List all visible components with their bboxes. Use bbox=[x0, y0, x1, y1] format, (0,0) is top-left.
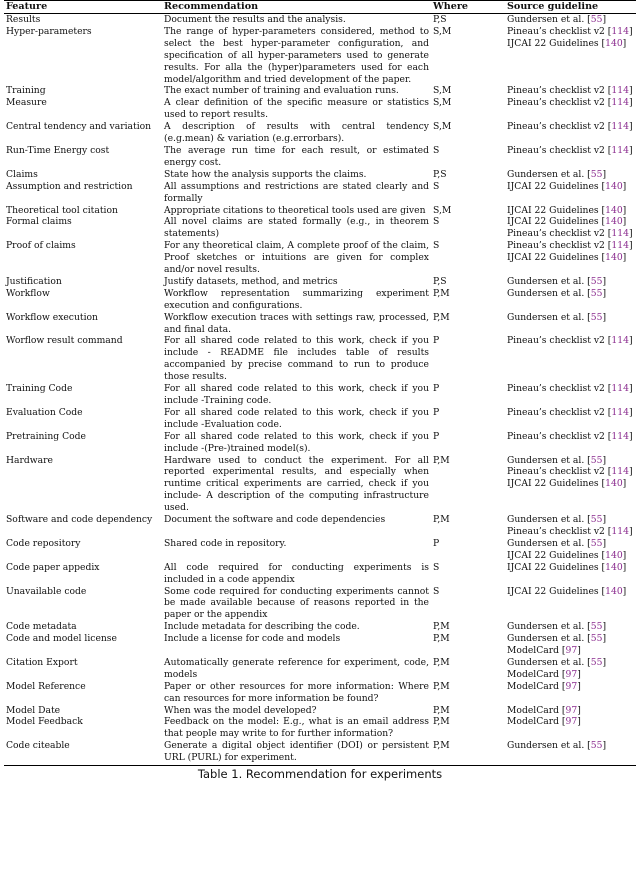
recommendation-cell: A clear definition of the specific measure or statistics used to report results. bbox=[164, 97, 429, 121]
source-name: Gundersen et al. bbox=[507, 168, 585, 180]
source-name: ModelCard bbox=[507, 716, 559, 728]
source-entry: IJCAI 22 Guidelines [140] bbox=[507, 37, 627, 49]
recommendation-cell: Workflow execution traces with settings raw, processed, and final data. bbox=[164, 311, 429, 335]
source-entry: Pineau’s checklist v2 [114] bbox=[507, 466, 633, 478]
source-name: Pineau’s checklist v2 bbox=[507, 25, 605, 37]
source-entry: Pineau’s checklist v2 [114] bbox=[507, 406, 633, 418]
recommendation-cell: When was the model developed? bbox=[164, 704, 317, 716]
recommendation-cell: Some code required for conducting experiments cannot be made available because of reasons reported in the paper or the appendix bbox=[164, 585, 429, 621]
feature-cell: Justification bbox=[6, 275, 62, 287]
table-row bbox=[4, 121, 636, 145]
source-entry: ModelCard [97] bbox=[507, 668, 581, 680]
citation-link[interactable]: 140 bbox=[605, 216, 623, 228]
where-cell: P,M bbox=[433, 740, 450, 752]
feature-cell: Hardware bbox=[6, 454, 53, 466]
table-caption: Table 1. Recommendation for experiments bbox=[197, 767, 443, 781]
source-name: Pineau’s checklist v2 bbox=[507, 406, 605, 418]
source-entry: Pineau’s checklist v2 [114] bbox=[507, 525, 633, 537]
source-name: ModelCard bbox=[507, 645, 559, 657]
source-entry: Gundersen et al. [55] bbox=[507, 168, 607, 180]
source-name: Gundersen et al. bbox=[507, 275, 585, 287]
citation-link[interactable]: 140 bbox=[605, 37, 623, 49]
source-cell bbox=[505, 633, 636, 657]
citation-link[interactable]: 114 bbox=[611, 25, 629, 37]
recommendation-cell: State how the analysis supports the claims. bbox=[164, 168, 367, 180]
table-row bbox=[4, 621, 636, 633]
recommendation-cell: Automatically generate reference for experiment, code, models bbox=[164, 656, 429, 680]
table-row bbox=[4, 514, 636, 538]
source-name: IJCAI 22 Guidelines bbox=[507, 561, 599, 573]
source-entry: Gundersen et al. [55] bbox=[507, 14, 607, 25]
recommendation-cell: Generate a digital object identifier (DOI) or persistent URL (PURL) for experiment. bbox=[164, 740, 429, 764]
recommendation-cell: For all shared code related to this work, check if you include -Training code. bbox=[164, 383, 429, 406]
citation-link[interactable]: 114 bbox=[611, 335, 629, 347]
feature-cell: Code citeable bbox=[6, 740, 70, 752]
table-row bbox=[4, 586, 636, 622]
source-cell bbox=[505, 740, 636, 764]
where-cell: P bbox=[433, 383, 440, 395]
source-entry: IJCAI 22 Guidelines [140] bbox=[507, 585, 627, 597]
source-name: Gundersen et al. bbox=[507, 621, 585, 633]
source-cell bbox=[505, 312, 636, 336]
feature-cell: Training bbox=[6, 85, 46, 97]
source-cell bbox=[505, 657, 636, 681]
citation-link[interactable]: 55 bbox=[590, 454, 603, 466]
citation-link[interactable]: 140 bbox=[605, 252, 623, 264]
recommendation-cell: Document the results and the analysis. bbox=[164, 14, 346, 25]
recommendation-cell: Paper or other resources for more information: Where can resources for more information be found? bbox=[164, 680, 429, 704]
recommendation-cell: Justify datasets, method, and metrics bbox=[164, 275, 338, 287]
source-name: Pineau’s checklist v2 bbox=[507, 430, 605, 442]
source-cell bbox=[505, 716, 636, 740]
feature-cell: Formal claims bbox=[6, 216, 72, 228]
feature-cell: Evaluation Code bbox=[6, 406, 83, 418]
table-row bbox=[4, 240, 636, 276]
source-cell bbox=[505, 621, 636, 633]
table-row bbox=[4, 85, 636, 97]
table-row bbox=[4, 455, 636, 515]
recommendation-cell: Appropriate citations to theoretical tools used are given bbox=[164, 204, 426, 216]
source-name: Pineau’s checklist v2 bbox=[507, 466, 605, 478]
table-row bbox=[4, 407, 636, 431]
source-name: ModelCard bbox=[507, 704, 559, 716]
feature-cell: Assumption and restriction bbox=[6, 180, 133, 192]
source-entry: Gundersen et al. [55] bbox=[507, 633, 607, 645]
source-cell bbox=[505, 26, 636, 86]
citation-link[interactable]: 55 bbox=[590, 14, 603, 25]
source-entry: IJCAI 22 Guidelines [140] bbox=[507, 252, 627, 264]
where-cell: S,M bbox=[433, 121, 452, 133]
source-cell bbox=[505, 205, 636, 217]
source-entry: Pineau’s checklist v2 [114] bbox=[507, 430, 633, 442]
citation-link[interactable]: 140 bbox=[605, 204, 623, 216]
source-name: Gundersen et al. bbox=[507, 287, 585, 299]
source-name: Gundersen et al. bbox=[507, 740, 585, 752]
source-entry: Gundersen et al. [55] bbox=[507, 740, 607, 752]
citation-link[interactable]: 55 bbox=[590, 656, 603, 668]
source-entry: ModelCard [97] bbox=[507, 704, 581, 716]
where-cell: P bbox=[433, 537, 440, 549]
citation-link[interactable]: 55 bbox=[590, 275, 603, 287]
feature-cell: Workflow execution bbox=[6, 311, 98, 323]
source-cell bbox=[505, 169, 636, 181]
citation-link[interactable]: 55 bbox=[590, 514, 603, 526]
source-cell bbox=[505, 216, 636, 240]
table-header-row bbox=[4, 1, 636, 14]
where-cell: S bbox=[433, 180, 440, 192]
table-row bbox=[4, 181, 636, 205]
source-name: Gundersen et al. bbox=[507, 514, 585, 526]
where-cell: S,M bbox=[433, 97, 452, 109]
where-cell: P,M bbox=[433, 656, 450, 668]
recommendation-cell: Shared code in repository. bbox=[164, 537, 287, 549]
feature-cell: Model Feedback bbox=[6, 716, 83, 728]
feature-cell: Model Date bbox=[6, 704, 61, 716]
source-entry: Gundersen et al. [55] bbox=[507, 514, 607, 526]
source-entry: Gundersen et al. [55] bbox=[507, 656, 607, 668]
source-entry: Gundersen et al. [55] bbox=[507, 454, 607, 466]
source-cell bbox=[505, 85, 636, 97]
source-cell bbox=[505, 431, 636, 455]
feature-cell: Run-Time Energy cost bbox=[6, 144, 110, 156]
where-cell: S,M bbox=[433, 204, 452, 216]
where-cell: S,M bbox=[433, 85, 452, 97]
source-cell bbox=[505, 335, 636, 383]
feature-cell: Code paper appedix bbox=[6, 561, 100, 573]
source-entry: Gundersen et al. [55] bbox=[507, 621, 607, 633]
table-row bbox=[4, 216, 636, 240]
source-entry: Gundersen et al. [55] bbox=[507, 311, 607, 323]
source-entry: Pineau’s checklist v2 [114] bbox=[507, 335, 633, 347]
where-cell: P,S bbox=[433, 275, 447, 287]
citation-link[interactable]: 97 bbox=[565, 668, 578, 680]
citation-link[interactable]: 97 bbox=[565, 680, 578, 692]
where-cell: P bbox=[433, 430, 440, 442]
source-name: IJCAI 22 Guidelines bbox=[507, 585, 599, 597]
recommendation-cell: All assumptions and restrictions are stated clearly and formally bbox=[164, 180, 429, 204]
table-row bbox=[4, 276, 636, 288]
feature-cell: Training Code bbox=[6, 383, 73, 395]
source-name: Pineau’s checklist v2 bbox=[507, 335, 605, 347]
recommendation-cell: All code required for conducting experiments is included in a code appendix bbox=[164, 561, 429, 585]
where-cell: P,M bbox=[433, 287, 450, 299]
source-cell bbox=[505, 288, 636, 312]
citation-link[interactable]: 114 bbox=[611, 97, 629, 109]
recommendation-cell: Include a license for code and models bbox=[164, 633, 341, 645]
where-cell: P,M bbox=[433, 680, 450, 692]
source-entry: Pineau’s checklist v2 [114] bbox=[507, 383, 633, 395]
table-row bbox=[4, 383, 636, 407]
source-cell bbox=[505, 383, 636, 407]
source-name: Gundersen et al. bbox=[507, 633, 585, 645]
source-entry: IJCAI 22 Guidelines [140] bbox=[507, 180, 627, 192]
source-name: IJCAI 22 Guidelines bbox=[507, 204, 599, 216]
source-name: IJCAI 22 Guidelines bbox=[507, 180, 599, 192]
source-cell bbox=[505, 240, 636, 276]
table-row bbox=[4, 633, 636, 657]
header-where: Where bbox=[431, 1, 505, 14]
where-cell: P,M bbox=[433, 716, 450, 728]
source-name: Gundersen et al. bbox=[507, 14, 585, 25]
source-cell bbox=[505, 121, 636, 145]
source-name: Gundersen et al. bbox=[507, 311, 585, 323]
table-row bbox=[4, 740, 636, 764]
table-row bbox=[4, 169, 636, 181]
source-entry: Pineau’s checklist v2 [114] bbox=[507, 85, 633, 97]
source-name: Gundersen et al. bbox=[507, 537, 585, 549]
recommendation-cell: All novel claims are stated formally (e.g., in theorem statements) bbox=[164, 216, 429, 240]
source-cell bbox=[505, 514, 636, 538]
source-name: IJCAI 22 Guidelines bbox=[507, 216, 599, 228]
feature-cell: Code and model license bbox=[6, 633, 117, 645]
source-cell bbox=[505, 681, 636, 705]
citation-link[interactable]: 140 bbox=[605, 478, 623, 490]
source-name: IJCAI 22 Guidelines bbox=[507, 252, 599, 264]
table-row bbox=[4, 562, 636, 586]
source-cell bbox=[505, 276, 636, 288]
where-cell: P,M bbox=[433, 633, 450, 645]
table-row bbox=[4, 14, 636, 26]
source-name: Pineau’s checklist v2 bbox=[507, 383, 605, 395]
source-entry: IJCAI 22 Guidelines [140] bbox=[507, 204, 627, 216]
source-entry: IJCAI 22 Guidelines [140] bbox=[507, 561, 627, 573]
table-row bbox=[4, 335, 636, 383]
source-entry: Gundersen et al. [55] bbox=[507, 287, 607, 299]
citation-link[interactable]: 55 bbox=[590, 740, 603, 752]
feature-cell: Unavailable code bbox=[6, 585, 87, 597]
table-row bbox=[4, 657, 636, 681]
feature-cell: Hyper-parameters bbox=[6, 25, 92, 37]
source-cell bbox=[505, 586, 636, 622]
table-bottom-rule bbox=[4, 765, 636, 766]
recommendation-cell: For all shared code related to this work, check if you include -Evaluation code. bbox=[164, 406, 429, 430]
header-recommendation: Recommendation bbox=[162, 1, 431, 14]
citation-link[interactable]: 140 bbox=[605, 549, 623, 561]
recommendation-cell: A description of results with central tendency (e.g.mean) & variation (e.g.errorbars). bbox=[164, 121, 429, 145]
source-name: Gundersen et al. bbox=[507, 656, 585, 668]
table-row bbox=[4, 97, 636, 121]
source-cell bbox=[505, 705, 636, 717]
source-entry: ModelCard [97] bbox=[507, 716, 581, 728]
source-name: Gundersen et al. bbox=[507, 454, 585, 466]
header-feature: Feature bbox=[4, 1, 162, 14]
feature-cell: Model Reference bbox=[6, 680, 86, 692]
recommendation-cell: For all shared code related to this work, check if you include - README file includes table of results accompanied by precise command to run to produce those results. bbox=[164, 335, 429, 383]
feature-cell: Theoretical tool citation bbox=[6, 204, 118, 216]
citation-link[interactable]: 114 bbox=[611, 121, 629, 133]
source-cell bbox=[505, 97, 636, 121]
citation-link[interactable]: 114 bbox=[611, 240, 629, 252]
recommendation-cell: Include metadata for describing the code. bbox=[164, 621, 360, 633]
feature-cell: Code repository bbox=[6, 537, 81, 549]
recommendation-cell: Document the software and code dependencies bbox=[164, 514, 386, 526]
source-entry: IJCAI 22 Guidelines [140] bbox=[507, 478, 627, 490]
feature-cell: Code metadata bbox=[6, 621, 77, 633]
source-name: Pineau’s checklist v2 bbox=[507, 525, 605, 537]
citation-link[interactable]: 97 bbox=[565, 645, 578, 657]
table-row bbox=[4, 26, 636, 86]
feature-cell: Results bbox=[6, 14, 41, 25]
source-entry: ModelCard [97] bbox=[507, 680, 581, 692]
feature-cell: Workflow bbox=[6, 287, 50, 299]
source-cell bbox=[505, 145, 636, 169]
where-cell: P,M bbox=[433, 514, 450, 526]
citation-link[interactable]: 97 bbox=[565, 716, 578, 728]
citation-link[interactable]: 140 bbox=[605, 180, 623, 192]
where-cell: P bbox=[433, 335, 440, 347]
recommendation-cell: Feedback on the model: E.g., what is an email address that people may write to for further information? bbox=[164, 716, 429, 740]
table-row bbox=[4, 716, 636, 740]
recommendation-cell: The average run time for each result, or estimated energy cost. bbox=[164, 144, 429, 168]
table-body bbox=[4, 14, 636, 765]
source-name: IJCAI 22 Guidelines bbox=[507, 549, 599, 561]
feature-cell: Pretraining Code bbox=[6, 430, 86, 442]
source-cell bbox=[505, 538, 636, 562]
citation-link[interactable]: 55 bbox=[590, 311, 603, 323]
citation-link[interactable]: 114 bbox=[611, 383, 629, 395]
table-row bbox=[4, 681, 636, 705]
source-name: Pineau’s checklist v2 bbox=[507, 240, 605, 252]
source-entry: Pineau’s checklist v2 [114] bbox=[507, 144, 633, 156]
citation-link[interactable]: 114 bbox=[611, 85, 629, 97]
source-cell bbox=[505, 407, 636, 431]
where-cell: P,M bbox=[433, 704, 450, 716]
source-cell bbox=[505, 14, 636, 26]
source-name: Pineau’s checklist v2 bbox=[507, 121, 605, 133]
where-cell: P,S bbox=[433, 14, 447, 25]
recommendation-cell: The exact number of training and evaluation runs. bbox=[164, 85, 399, 97]
citation-link[interactable]: 140 bbox=[605, 585, 623, 597]
citation-link[interactable]: 114 bbox=[611, 430, 629, 442]
table-row bbox=[4, 145, 636, 169]
source-name: IJCAI 22 Guidelines bbox=[507, 37, 599, 49]
source-entry: Pineau’s checklist v2 [114] bbox=[507, 228, 633, 240]
where-cell: S bbox=[433, 240, 440, 252]
table-row bbox=[4, 431, 636, 455]
source-name: IJCAI 22 Guidelines bbox=[507, 478, 599, 490]
where-cell: P,M bbox=[433, 311, 450, 323]
source-name: Pineau’s checklist v2 bbox=[507, 97, 605, 109]
citation-link[interactable]: 140 bbox=[605, 561, 623, 573]
feature-cell: Proof of claims bbox=[6, 240, 76, 252]
where-cell: P,M bbox=[433, 621, 450, 633]
citation-link[interactable]: 55 bbox=[590, 621, 603, 633]
source-entry: Pineau’s checklist v2 [114] bbox=[507, 97, 633, 109]
feature-cell: Citation Export bbox=[6, 656, 78, 668]
source-entry: Pineau’s checklist v2 [114] bbox=[507, 25, 633, 37]
feature-cell: Worflow result command bbox=[6, 335, 123, 347]
source-entry: ModelCard [97] bbox=[507, 645, 581, 657]
citation-link[interactable]: 114 bbox=[611, 466, 629, 478]
source-name: ModelCard bbox=[507, 668, 559, 680]
where-cell: S bbox=[433, 585, 440, 597]
feature-cell: Software and code dependency bbox=[6, 514, 153, 526]
source-name: ModelCard bbox=[507, 680, 559, 692]
where-cell: S bbox=[433, 561, 440, 573]
source-entry: Pineau’s checklist v2 [114] bbox=[507, 121, 633, 133]
feature-cell: Claims bbox=[6, 168, 38, 180]
where-cell: P,S bbox=[433, 168, 447, 180]
where-cell: S bbox=[433, 216, 440, 228]
citation-link[interactable]: 114 bbox=[611, 406, 629, 418]
recommendation-table bbox=[4, 0, 636, 764]
citation-link[interactable]: 55 bbox=[590, 633, 603, 645]
table-row bbox=[4, 205, 636, 217]
table-row bbox=[4, 538, 636, 562]
recommendation-cell: For all shared code related to this work, check if you include -(Pre-)trained model(s). bbox=[164, 430, 429, 454]
table-row bbox=[4, 705, 636, 717]
citation-link[interactable]: 97 bbox=[565, 704, 578, 716]
source-cell bbox=[505, 181, 636, 205]
table-row bbox=[4, 288, 636, 312]
citation-link[interactable]: 114 bbox=[611, 144, 629, 156]
recommendation-cell: Workflow representation summarizing experiment execution and configurations. bbox=[164, 287, 429, 311]
recommendation-cell: The range of hyper-parameters considered, method to select the best hyper-parameter configuration, and specification of all hyper-parameters used to generate results. For alla the (hyper)parameters used for each model/algorithm and tried development of the paper. bbox=[164, 25, 429, 85]
where-cell: P,M bbox=[433, 454, 450, 466]
source-name: Pineau’s checklist v2 bbox=[507, 85, 605, 97]
where-cell: S bbox=[433, 144, 440, 156]
table-row bbox=[4, 312, 636, 336]
feature-cell: Measure bbox=[6, 97, 47, 109]
recommendation-cell: Hardware used to conduct the experiment. For all reported experimental results, and especially when runtime critical experiments are carried, check if you include- A description of the computing infrastructure used. bbox=[164, 454, 429, 514]
citation-link[interactable]: 55 bbox=[590, 287, 603, 299]
citation-link[interactable]: 55 bbox=[590, 537, 603, 549]
where-cell: P bbox=[433, 406, 440, 418]
citation-link[interactable]: 55 bbox=[590, 168, 603, 180]
source-name: Pineau’s checklist v2 bbox=[507, 228, 605, 240]
citation-link[interactable]: 114 bbox=[611, 228, 629, 240]
source-entry: IJCAI 22 Guidelines [140] bbox=[507, 549, 627, 561]
source-entry: IJCAI 22 Guidelines [140] bbox=[507, 216, 627, 228]
source-entry: Pineau’s checklist v2 [114] bbox=[507, 240, 633, 252]
header-source-guideline: Source guideline bbox=[505, 1, 636, 14]
citation-link[interactable]: 114 bbox=[611, 525, 629, 537]
recommendation-cell: For any theoretical claim, A complete proof of the claim, Proof sketches or intuitions are given for complex and/or novel results. bbox=[164, 240, 429, 276]
where-cell: S,M bbox=[433, 25, 452, 37]
source-entry: Gundersen et al. [55] bbox=[507, 275, 607, 287]
source-entry: Gundersen et al. [55] bbox=[507, 537, 607, 549]
source-cell bbox=[505, 455, 636, 515]
feature-cell: Central tendency and variation bbox=[6, 121, 152, 133]
source-cell bbox=[505, 562, 636, 586]
source-name: Pineau’s checklist v2 bbox=[507, 144, 605, 156]
